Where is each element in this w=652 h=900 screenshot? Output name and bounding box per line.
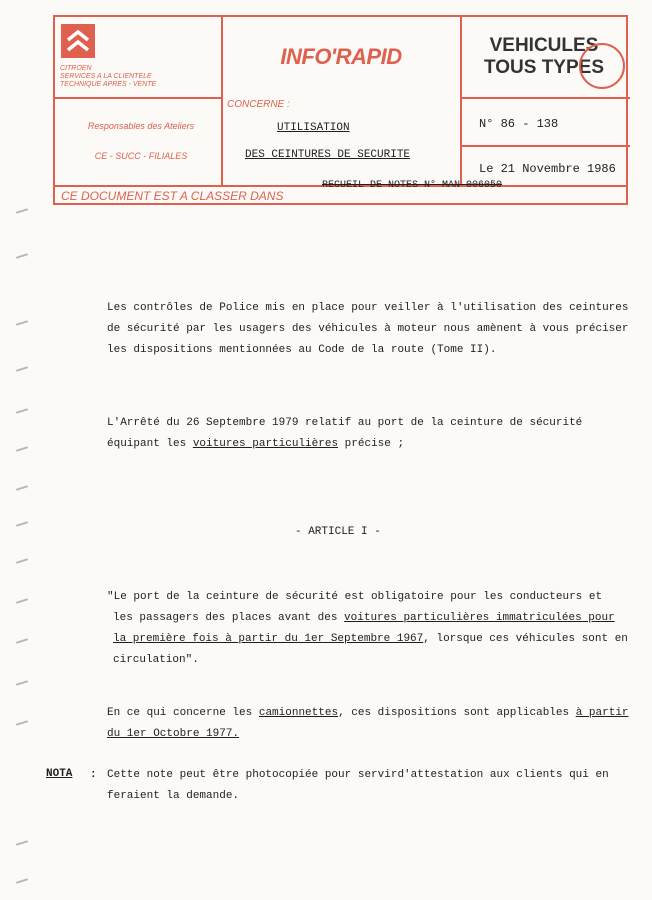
edge-mark <box>16 485 28 491</box>
article-heading-text: - ARTICLE I - <box>295 526 381 538</box>
text-line: les dispositions mentionnées au Code de la route (Tome II). <box>107 344 497 356</box>
paragraph-2 <box>107 413 582 455</box>
text-segment: En ce qui concerne les <box>107 707 253 719</box>
edge-mark <box>16 408 28 414</box>
recipients-line-1: Responsables des Ateliers <box>87 121 195 131</box>
header-box <box>53 15 628 205</box>
text-line: Les contrôles de Police mis en place pour veiller à l'utilisation des ceintures <box>107 302 629 314</box>
brand-line: CITROEN <box>60 65 92 72</box>
edge-mark <box>16 638 28 644</box>
edge-mark <box>16 840 28 846</box>
concerne-label: CONCERNE : <box>227 99 290 110</box>
category-line-1: VEHICULES <box>489 35 599 56</box>
subject-line-1: UTILISATION <box>277 122 350 134</box>
edge-mark <box>16 878 28 884</box>
edge-mark <box>16 521 28 527</box>
brand-line: TECHNIQUE APRES - VENTE <box>60 81 157 88</box>
text-segment: équipant les <box>107 438 187 450</box>
brand-text <box>60 65 156 89</box>
text-segment: précise ; <box>344 438 405 450</box>
underlined-segment: voitures particulières immatriculées pour <box>344 612 615 624</box>
nota-colon: : <box>90 769 97 781</box>
divider <box>460 97 630 99</box>
underlined-segment: la première fois à partir du 1er Septembre 1967 <box>113 633 424 645</box>
nota-text <box>107 765 609 807</box>
text-segment: , lorsque ces véhicules sont en <box>423 633 628 645</box>
text-line: "Le port de la ceinture de sécurité est obligatoire pour les conducteurs et <box>107 591 603 603</box>
note-number: N° 86 - 138 <box>479 117 559 131</box>
edge-mark <box>16 680 28 686</box>
underlined-segment: du 1er Octobre 1977. <box>107 728 240 740</box>
edge-mark <box>16 446 28 452</box>
article-heading <box>295 522 381 543</box>
hand-drawn-circle <box>579 43 625 89</box>
underlined-segment: voitures particulières <box>192 438 339 450</box>
underlined-segment: camionnettes <box>258 707 339 719</box>
edge-mark <box>16 366 28 372</box>
category-line-2: TOUS TYPES <box>483 57 604 78</box>
text-line: Cette note peut être photocopiée pour servird'attestation aux clients qui en <box>107 769 609 781</box>
text-line: feraient la demande. <box>107 790 240 802</box>
filing-instruction: CE DOCUMENT EST A CLASSER DANS <box>61 189 284 203</box>
edge-mark <box>16 598 28 604</box>
nota-label: NOTA <box>46 768 73 780</box>
recueil-reference: RECUEIL DE NOTES N° MAN 006050 <box>322 180 503 191</box>
paragraph-1 <box>107 298 629 361</box>
recipients-line-2: CE - SUCC - FILIALES <box>94 151 188 161</box>
edge-mark <box>16 208 28 214</box>
edge-mark <box>16 253 28 259</box>
paragraph-3 <box>107 703 629 745</box>
text-line <box>107 724 629 745</box>
text-line: de sécurité par les usagers des véhicules à moteur nous amènent à vous préciser <box>107 323 629 335</box>
text-line <box>107 629 628 650</box>
divider <box>55 97 221 99</box>
text-line <box>107 608 628 629</box>
text-line <box>107 434 582 455</box>
text-line <box>107 703 629 724</box>
citroen-logo <box>61 24 95 58</box>
edge-mark <box>16 558 28 564</box>
underlined-segment: à partir <box>575 707 629 719</box>
text-line: circulation". <box>113 654 199 666</box>
note-date: Le 21 Novembre 1986 <box>479 162 616 176</box>
edge-mark <box>16 320 28 326</box>
edge-mark <box>16 720 28 726</box>
divider <box>460 145 630 147</box>
subject-line-2: DES CEINTURES DE SECURITE <box>245 149 411 161</box>
doc-title: INFO'RAPID <box>280 44 402 69</box>
text-segment: , ces dispositions sont applicables <box>338 707 570 719</box>
article-text <box>107 587 628 671</box>
text-segment: les passagers des places avant des <box>113 612 338 624</box>
brand-line: SERVICES A LA CLIENTELE <box>60 73 152 80</box>
text-line: L'Arrêté du 26 Septembre 1979 relatif au port de la ceinture de sécurité <box>107 417 583 429</box>
